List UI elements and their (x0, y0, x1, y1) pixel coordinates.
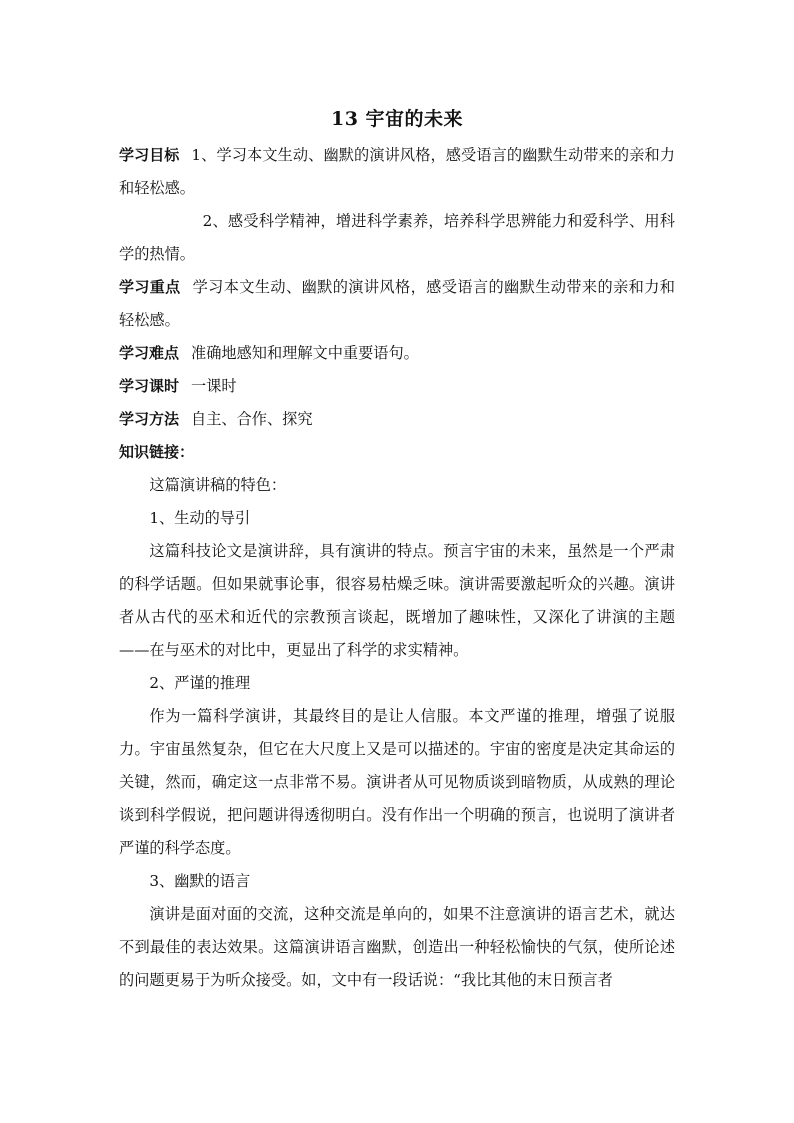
document-body (119, 139, 675, 997)
section-2-text: 作为一篇科学演讲，其最终目的是让人信服。本文严谨的推理，增强了说服力。宇宙虽然复杂，但它在大尺度上又是可以描述的。宇宙的密度是决定其命运的关键，然而，确定这一点非常不易。演讲者从可见物质谈到暗物质，从成熟的理论谈到科学假说，把问题讲得透彻明白。没有作出一个明确的预言，也说明了演讲者严谨的科学态度。 (119, 707, 675, 857)
difficulties-label: 学习难点 (119, 344, 180, 362)
goals-item-2: 2、感受科学精神，增进科学素养，培养科学思辨能力和爱科学、用科学的热情。 (119, 212, 675, 263)
section-2-heading: 2、严谨的推理 (149, 674, 251, 692)
knowledge-label: 知识链接： (119, 443, 195, 461)
methods-text: 自主、合作、探究 (191, 410, 313, 428)
goals-paragraph-1 (119, 139, 675, 205)
goals-label: 学习目标 (119, 146, 180, 164)
section-1-heading: 1、生动的导引 (149, 509, 251, 527)
section-1-text: 这篇科技论文是演讲辞，具有演讲的特点。预言宇宙的未来，虽然是一个严肃的科学话题。但如果就事论事，很容易枯燥乏味。演讲需要激起听众的兴趣。演讲者从古代的巫术和近代的宗教预言谈起，既增加了趣味性，又深化了讲演的主题——在与巫术的对比中，更显出了科学的求实精神。 (119, 542, 675, 659)
key-points-label: 学习重点 (119, 278, 181, 296)
knowledge-heading (119, 436, 675, 469)
key-points-text: 学习本文生动、幽默的演讲风格，感受语言的幽默生动带来的亲和力和轻松感。 (119, 278, 675, 329)
goals-item-1: 1、学习本文生动、幽默的演讲风格，感受语言的幽默生动带来的亲和力和轻松感。 (119, 146, 675, 197)
knowledge-intro: 这篇演讲稿的特色： (149, 476, 287, 494)
hours-text: 一课时 (191, 377, 237, 395)
methods-paragraph (119, 403, 675, 436)
page-title: 13 宇宙的未来 (330, 108, 464, 130)
key-points-paragraph (119, 271, 675, 337)
hours-paragraph (119, 370, 675, 403)
hours-label: 学习课时 (119, 377, 180, 395)
difficulties-paragraph (119, 337, 675, 370)
section-3-heading: 3、幽默的语言 (149, 872, 251, 890)
section-3-text: 演讲是面对面的交流，这种交流是单向的，如果不注意演讲的语言艺术，就达不到最佳的表达效果。这篇演讲语言幽默，创造出一种轻松愉快的气氛，使所论述的问题更易于为听众接受。如，文中有一段话说：“我比其他的末日预言者 (119, 905, 675, 989)
difficulties-text: 准确地感知和理解文中重要语句。 (191, 344, 419, 362)
methods-label: 学习方法 (119, 410, 180, 428)
